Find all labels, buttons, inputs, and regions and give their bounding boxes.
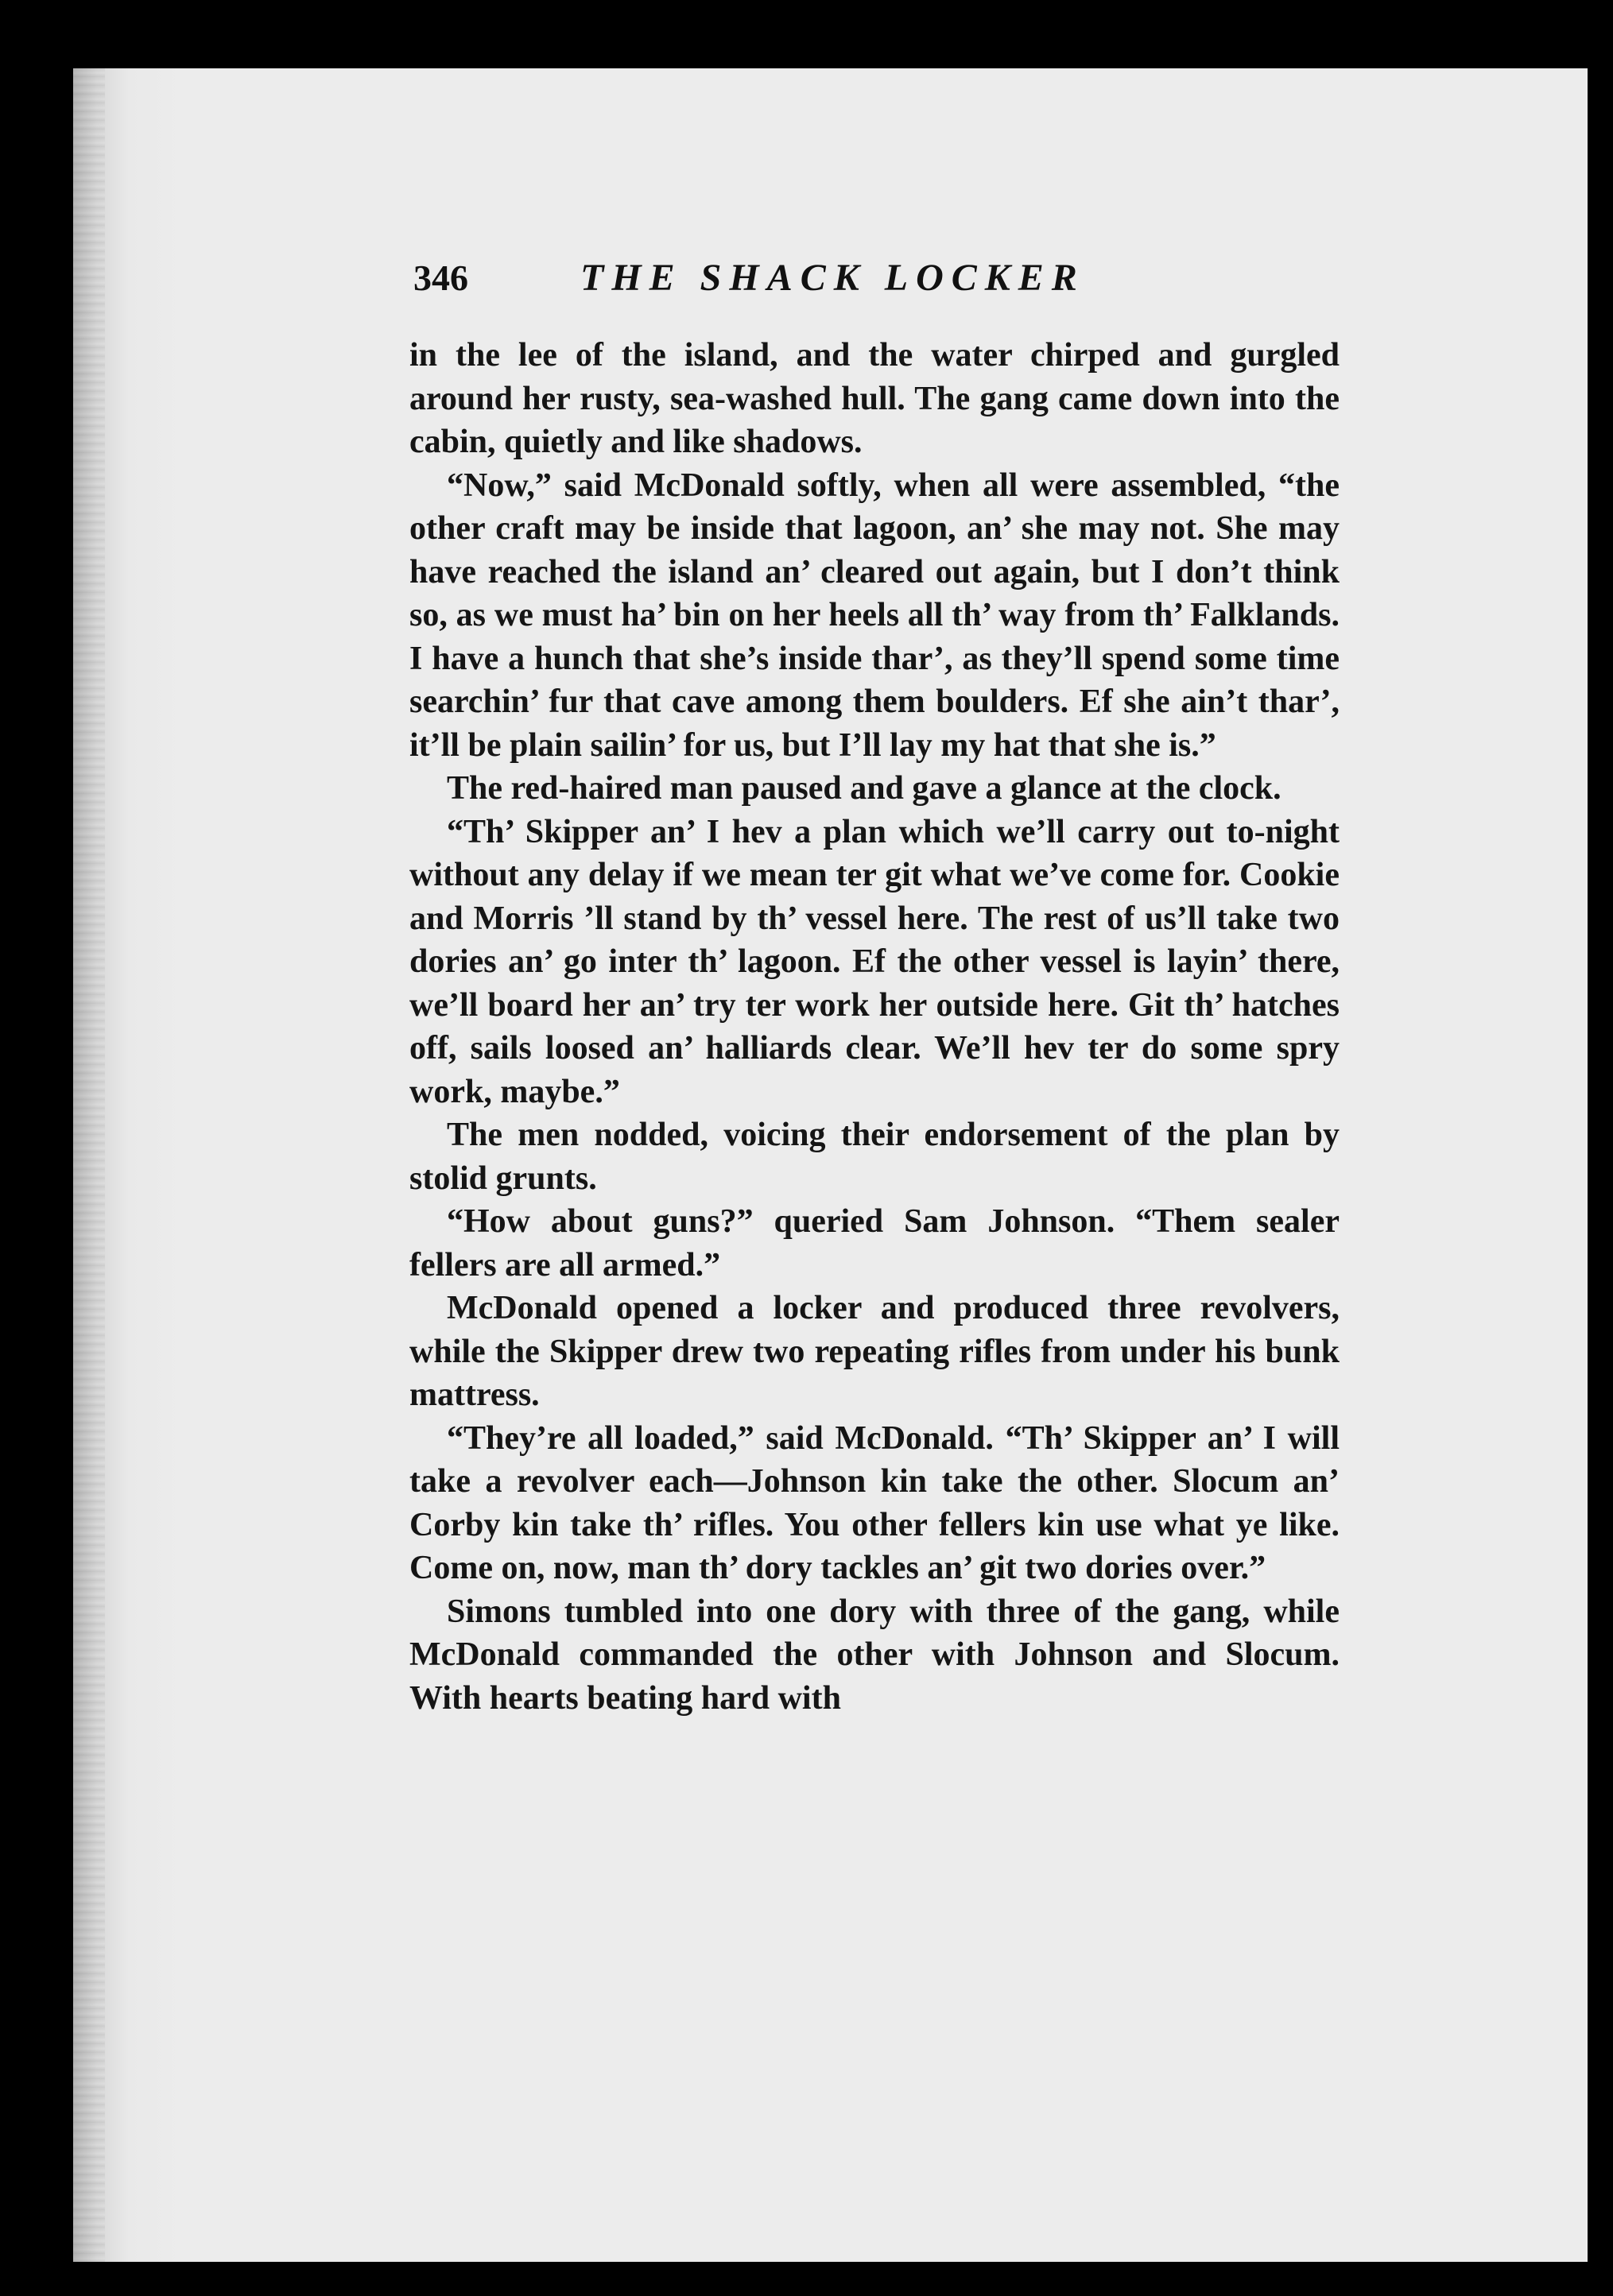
paragraph: “Now,” said McDonald softly, when all were assembled, “the other craft may be inside that lagoon, an’ she may not. She may have reached the island an’ cleared out again, but I don’t think so, as we must ha’ bin on her heels all th’ way from th’ Falklands. I have a hunch that she’s inside thar’, as they’ll spend some time searchin’ fur that cave among them boulders. Ef she ain’t thar’, it’ll be plain sailin’ for us, but I’ll lay my hat that she is.” [409, 467, 1340, 764]
paragraph: The men nodded, voicing their endorsement of the plan by stolid grunts. [409, 1117, 1340, 1197]
page-header [413, 242, 1208, 314]
page-number: 346 [413, 257, 468, 298]
paragraph: McDonald opened a locker and produced three revolvers, while the Skipper drew two repeating rifles from under his bunk mattress. [409, 1290, 1340, 1413]
paragraph: “Th’ Skipper an’ I hev a plan which we’ll carry out to-night without any delay if we mean ter git what we’ve come for. Cookie and Morris ’ll stand by th’ vessel here. The rest of us’ll take two dories an’ go inter th’ lagoon. Ef the other vessel is layin’ there, we’ll board her an’ try ter work her outside here. Git th’ hatches off, sails loosed an’ halliards clear. We’ll hev ter do some spry work, maybe.” [409, 813, 1340, 1110]
page-gutter-shadow [73, 68, 105, 2262]
running-title: THE SHACK LOCKER [580, 257, 1085, 299]
body-text [409, 334, 1340, 1720]
paragraph: in the lee of the island, and the water chirped and gurgled around her rusty, sea-washed hull. The gang came down into the cabin, quietly and like shadows. [409, 337, 1340, 460]
paragraph: “How about guns?” queried Sam Johnson. “Them sealer fellers are all armed.” [409, 1203, 1340, 1284]
paragraph: “They’re all loaded,” said McDonald. “Th’ Skipper an’ I will take a revolver each—Johnson kin take the other. Slocum an’ Corby kin take th’ rifles. You other fellers kin use what ye like. Come on, now, man th’ dory tackles an’ git two dories over.” [409, 1419, 1340, 1586]
paragraph: Simons tumbled into one dory with three of the gang, while McDonald commanded the other with Johnson and Slocum. With hearts beating hard with [409, 1593, 1340, 1717]
paragraph: The red-haired man paused and gave a glance at the clock. [447, 770, 1281, 807]
